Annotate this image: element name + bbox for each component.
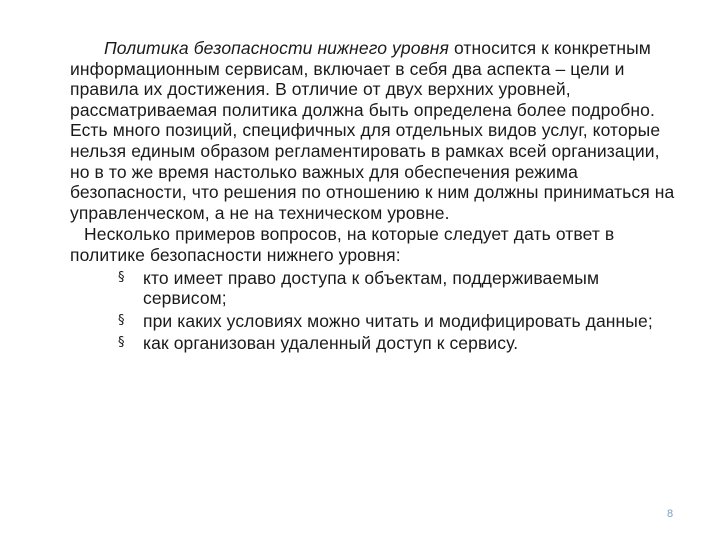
bullet-marker-icon: § — [118, 335, 125, 351]
paragraph-intro — [70, 38, 680, 223]
bullet-text: как организован удаленный доступ к сервису. — [143, 333, 519, 354]
page-number: 8 — [667, 508, 674, 520]
bullet-marker-icon: § — [118, 312, 125, 328]
paragraph-intro-text: относится к конкретным информационным сервисам, включает в себя два аспекта – цели и правила их достижения. В отличие от двух верхних уровней, рассматриваемая политика должна быть определена более подробно. Есть много позиций, специфичных для отдельных видов услуг, которые нельзя единым образом регламентировать в рамках всей организации, но в то же время настолько важных для обеспечения режима безопасности, что решения по отношению к ним должны приниматься на управленческом, а не на техническом уровне. — [70, 38, 675, 223]
bullet-marker-icon: § — [118, 269, 125, 285]
slide-body — [70, 38, 680, 356]
paragraph-examples: Несколько примеров вопросов, на которые следует дать ответ в политике безопасности нижнего уровня: — [70, 224, 615, 265]
bullet-text: при каких условиях можно читать и модифицировать данные; — [143, 310, 653, 331]
bullet-list — [70, 268, 680, 354]
bullet-item — [70, 333, 680, 354]
emphasized-term: Политика безопасности нижнего уровня — [104, 38, 449, 58]
bullet-item — [70, 268, 680, 309]
bullet-item — [70, 311, 680, 332]
bullet-text: кто имеет право доступа к объектам, поддерживаемым сервисом; — [143, 267, 600, 309]
